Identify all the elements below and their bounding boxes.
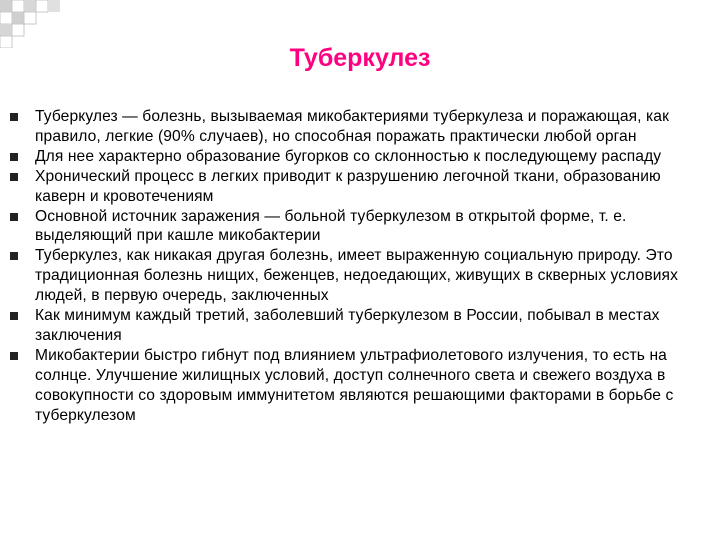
- list-item-text: Для нее характерно образование бугорков со склонностью к последующему распаду: [35, 147, 662, 165]
- slide-title-text: Туберкулез: [289, 44, 431, 72]
- list-item-text: Основной источник заражения — больной туберкулезом в открытой форме, т. е. выделяющий при кашле микобактерии: [35, 207, 627, 245]
- square-bullet-icon: [10, 312, 18, 320]
- square-bullet-icon: [10, 252, 18, 260]
- list-item-text: Туберкулез — болезнь, вызываемая микобактериями туберкулеза и поражающая, как правило, легкие (90% случаев), но способная поражать практически любой орган: [35, 108, 669, 145]
- bullet-list: [0, 107, 720, 426]
- list-item: [0, 306, 720, 346]
- square-bullet-icon: [10, 213, 18, 221]
- list-item: [0, 207, 720, 247]
- list-item: [0, 346, 720, 426]
- square-bullet-icon: [10, 173, 18, 181]
- corner-squares-decoration: [0, 0, 72, 48]
- square-bullet-icon: [10, 113, 18, 121]
- list-item: [0, 147, 720, 167]
- list-item: [0, 107, 720, 147]
- square-bullet-icon: [10, 153, 18, 161]
- list-item-text: Микобактерии быстро гибнут под влиянием ультрафиолетового излучения, то есть на солнце. Улучшение жилищных условий, доступ солнечного света и свежего воздуха в совокупности со здоровым иммунитетом являются решающими факторами в борьбе с туберкулезом: [35, 346, 674, 424]
- list-item: [0, 167, 720, 207]
- list-item: [0, 246, 720, 306]
- list-item-text: Хронический процесс в легких приводит к разрушению легочной ткани, образованию каверн и кровотечениям: [35, 167, 661, 205]
- list-item-text: Как минимум каждый третий, заболевший туберкулезом в России, побывал в местах заключения: [35, 307, 660, 344]
- square-bullet-icon: [10, 352, 18, 360]
- list-item-text: Туберкулез, как никакая другая болезнь, имеет выраженную социальную природу. Это традиционная болезнь нищих, беженцев, недоедающих, живущих в скверных условиях людей, в первую очередь, заключенных: [35, 247, 678, 305]
- slide-title: [0, 44, 720, 73]
